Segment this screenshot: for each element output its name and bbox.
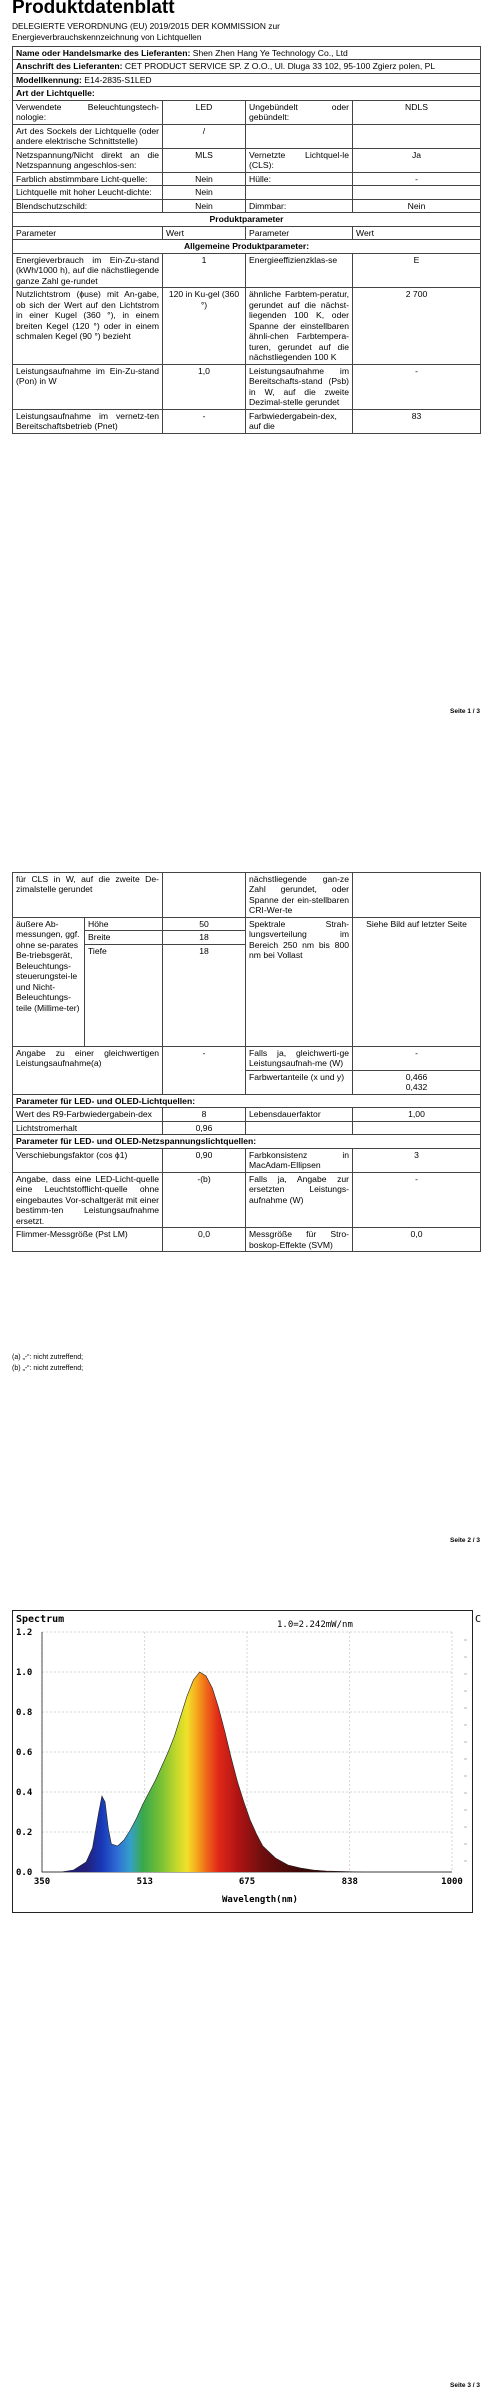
color-consistency-label: Farbkonsistenz in MacAdam-Ellipsen [246, 1148, 353, 1172]
light-source-type-heading: Art der Lichtquelle: [13, 87, 481, 100]
chromaticity-x: 0,466 [405, 1071, 428, 1082]
equivalent-power-value: - [163, 1046, 246, 1094]
width-value: 18 [163, 931, 246, 944]
y-tick-label: 0.4 [16, 1788, 33, 1798]
col-value-2: Wert [353, 226, 481, 239]
energy-consumption-label: Energieverbrauch im Ein-Zu-stand (kWh/1000 h), auf die nächstliegende ganze Zahl ge-rundet [13, 253, 163, 287]
spectrum-title: Spectrum [16, 1614, 65, 1625]
document-title: Produktdatenblatt [12, 0, 175, 18]
high-luminance-value: Nein [163, 186, 246, 199]
envelope-label: Hülle: [246, 172, 353, 185]
power-factor-value: 0,90 [163, 1148, 246, 1172]
cls-value: Ja [353, 148, 481, 172]
general-params-heading: Allgemeine Produktparameter: [13, 240, 481, 253]
depth-value: 18 [163, 944, 246, 1046]
r9-value: 8 [163, 1108, 246, 1121]
chromaticity-label: Farbwertanteile (x und y) [246, 1070, 353, 1094]
lumen-maintenance-label: Lichtstromerhalt [13, 1121, 163, 1134]
networked-standby-value: - [163, 409, 246, 433]
x-tick-label: 1000 [441, 1877, 463, 1887]
dimmable-label: Dimmbar: [246, 199, 353, 212]
model-id: E14-2835-S1LED [84, 74, 152, 85]
socket-value: / [163, 124, 246, 148]
stroboscopic-label: Messgröße für Stro-boskop-Effekte (SVM) [246, 1228, 353, 1252]
mains-label: Netzspannung/Nicht direkt an die Netzspannung angeschlos-sen: [13, 148, 163, 172]
high-luminance-label: Lichtquelle mit hoher Leucht-dichte: [13, 186, 163, 199]
technology-label: Verwendete Beleuchtungstech-nologie: [13, 100, 163, 124]
power-factor-label: Verschiebungsfaktor (cos ϕ1) [13, 1148, 163, 1172]
x-tick-label: 838 [341, 1877, 358, 1887]
product-table-page-1 [12, 46, 481, 434]
color-tunable-value: Nein [163, 172, 246, 185]
standby-power-value: - [353, 364, 481, 409]
depth-label: Tiefe [85, 944, 163, 1046]
networked-standby-cont: für CLS in W, auf die zweite De-zimalstelle gerundet [13, 873, 163, 918]
supplier-address: CET PRODUCT SERVICE SP. Z O.O., Ul. Dluga 33 102, 95-100 Zgierz polen, PL [124, 61, 436, 72]
y-tick-label: 1.0 [16, 1668, 33, 1678]
supplier-address-label: Anschrift des Lieferanten: [16, 61, 123, 72]
col-value-1: Wert [163, 226, 246, 239]
spectrum-svg [12, 1610, 486, 1915]
stroboscopic-value: 0,0 [353, 1228, 481, 1252]
unbundled-label: Ungebündelt oder gebündelt: [246, 100, 353, 124]
unbundled-value: NDLS [353, 100, 481, 124]
led-params-heading: Parameter für LED- und OLED-Lichtquellen: [13, 1094, 481, 1107]
cct-value: 2 700 [353, 288, 481, 364]
color-consistency-value: 3 [353, 1148, 481, 1172]
mains-value: MLS [163, 148, 246, 172]
footnotes [12, 1352, 83, 1374]
model-label: Modellkennung: [16, 74, 82, 85]
col-param-1: Parameter [13, 226, 163, 239]
lumen-maintenance-value: 0,96 [163, 1121, 246, 1134]
replacement-power-label: Falls ja, Angabe zur ersetzten Leistungs-aufnahme (W) [246, 1172, 353, 1227]
corner-label: C [475, 1614, 482, 1625]
equivalent-power-w-label: Falls ja, gleichwerti-ge Leistungsaufnah-me (W) [246, 1046, 353, 1070]
supplier-name: Shen Zhen Hang Ye Technology Co., Ltd [192, 48, 348, 58]
color-tunable-label: Farblich abstimmbare Licht-quelle: [13, 172, 163, 185]
footnote-b: (b) „-“: nicht zutreffend; [12, 1365, 84, 1373]
equivalent-power-label: Angabe zu einer gleichwertigen Leistungsaufnahme(a) [13, 1046, 163, 1094]
on-mode-power-label: Leistungsaufnahme im Ein-Zu-stand (Pon) in W [13, 364, 163, 409]
page-number-1: Seite 1 / 3 [450, 708, 480, 715]
page-1 [0, 0, 490, 720]
footnote-a: (a) „-“: nicht zutreffend; [12, 1354, 84, 1361]
flicker-value: 0,0 [163, 1228, 246, 1252]
chromaticity-y: 0,432 [405, 1082, 428, 1093]
height-label: Höhe [85, 917, 163, 930]
y-tick-label: 0.6 [16, 1748, 33, 1758]
page-number-3: Seite 3 / 3 [450, 2382, 480, 2389]
y-tick-label: 0.0 [16, 1868, 33, 1878]
survival-factor-value: 1,00 [353, 1108, 481, 1121]
survival-factor-label: Lebensdauerfaktor [246, 1108, 353, 1121]
cri-value: 83 [353, 409, 481, 433]
product-params-heading: Produktparameter [13, 213, 481, 226]
page-2 [0, 720, 490, 1560]
supplier-name-label: Name oder Handelsmarke des Lieferanten: [16, 48, 191, 58]
replacement-power-value: - [353, 1172, 481, 1227]
cri-cont: nächstliegende gan-ze Zahl gerundet, oder Spanne der ein-stellbaren CRI-Wer-te [246, 873, 353, 918]
width-label: Breite [85, 931, 163, 944]
r9-label: Wert des R9-Farbwiedergabein-dex [13, 1108, 163, 1121]
col-param-2: Parameter [246, 226, 353, 239]
socket-label: Art des Sockels der Lichtquelle (oder andere elektrische Schnittstelle) [13, 124, 163, 148]
glare-shield-value: Nein [163, 199, 246, 212]
flicker-label: Flimmer-Messgröße (Pst LM) [13, 1228, 163, 1252]
equivalent-power-w-value: - [353, 1046, 481, 1070]
spectrum-chart [12, 1610, 486, 1915]
y-tick-label: 0.2 [16, 1828, 33, 1838]
x-tick-label: 513 [136, 1877, 153, 1887]
glare-shield-label: Blendschutzschild: [13, 199, 163, 212]
dimensions-label: äußere Ab-messungen, ggf. ohne se-parates Be-triebsgerät, Beleuchtungs-steuerungstei-le und Nicht-Beleuchtungs-teile (Millime-ter) [13, 917, 85, 1046]
standby-power-label: Leistungsaufnahme im Bereitschafts-stand (Psb) in W, auf die zweite Dezimal-stelle gerundet [246, 364, 353, 409]
page-number-2: Seite 2 / 3 [450, 1537, 480, 1544]
technology-value: LED [163, 100, 246, 124]
useful-flux-label: Nutzlichtstrom (ɸuse) mit An-gabe, ob sich der Wert auf den Lichtstrom in einer Kugel (360 °), in einem breiten Kegel (120 °) oder in einem schmalen Kegel (90 °) bezieht [13, 288, 163, 364]
spectral-distribution-label: Spektrale Strah-lungsverteilung im Bereich 250 nm bis 800 nm bei Vollast [246, 917, 353, 1046]
on-mode-power-value: 1,0 [163, 364, 246, 409]
y-tick-label: 0.8 [16, 1708, 33, 1718]
product-table-page-2 [12, 872, 481, 1252]
cct-label: ähnliche Farbtem-peratur, gerundet auf die nächst-liegenden 100 K, oder Spanne der einstellbaren ähnli-chen Farbtempera-turen, gerundet auf die nächstliegenden 100 K [246, 288, 353, 364]
envelope-value: - [353, 172, 481, 185]
useful-flux-value: 120 in Ku-gel (360 °) [163, 288, 246, 364]
scale-label: 1.0=2.242mW/nm [277, 1620, 353, 1630]
x-axis-label: Wavelength(nm) [222, 1895, 298, 1905]
regulation-text: DELEGIERTE VERORDNUNG (EU) 2019/2015 DER KOMMISSION zur Energieverbrauchskennzeichnung von Lichtquellen [12, 21, 280, 42]
energy-consumption-value: 1 [163, 253, 246, 287]
x-tick-label: 350 [33, 1877, 51, 1887]
networked-standby-label: Leistungsaufnahme im vernetz-ten Bereitschaftsbetrieb (Pnet) [13, 409, 163, 433]
spectral-distribution-value: Siehe Bild auf letzter Seite [353, 917, 481, 1046]
x-tick-label: 675 [238, 1877, 256, 1887]
replacement-claim-value: -(b) [163, 1172, 246, 1227]
y-tick-label: 1.2 [16, 1628, 33, 1638]
cri-label: Farbwiedergabein-dex, auf die [246, 409, 353, 433]
height-value: 50 [163, 917, 246, 930]
energy-class-label: Energieeffizienzklas-se [246, 253, 353, 287]
dimmable-value: Nein [353, 199, 481, 212]
cls-label: Vernetzte Lichtquel-le (CLS): [246, 148, 353, 172]
replacement-claim-label: Angabe, dass eine LED-Licht-quelle eine Leuchtstofflicht-quelle ohne eingebautes Vor-schaltgerät mit einer bestimm-ten Leistungsaufnahme ersetzt. [13, 1172, 163, 1227]
mains-params-heading: Parameter für LED- und OLED-Netzspannungslichtquellen: [13, 1135, 481, 1148]
energy-class-value: E [353, 253, 481, 287]
